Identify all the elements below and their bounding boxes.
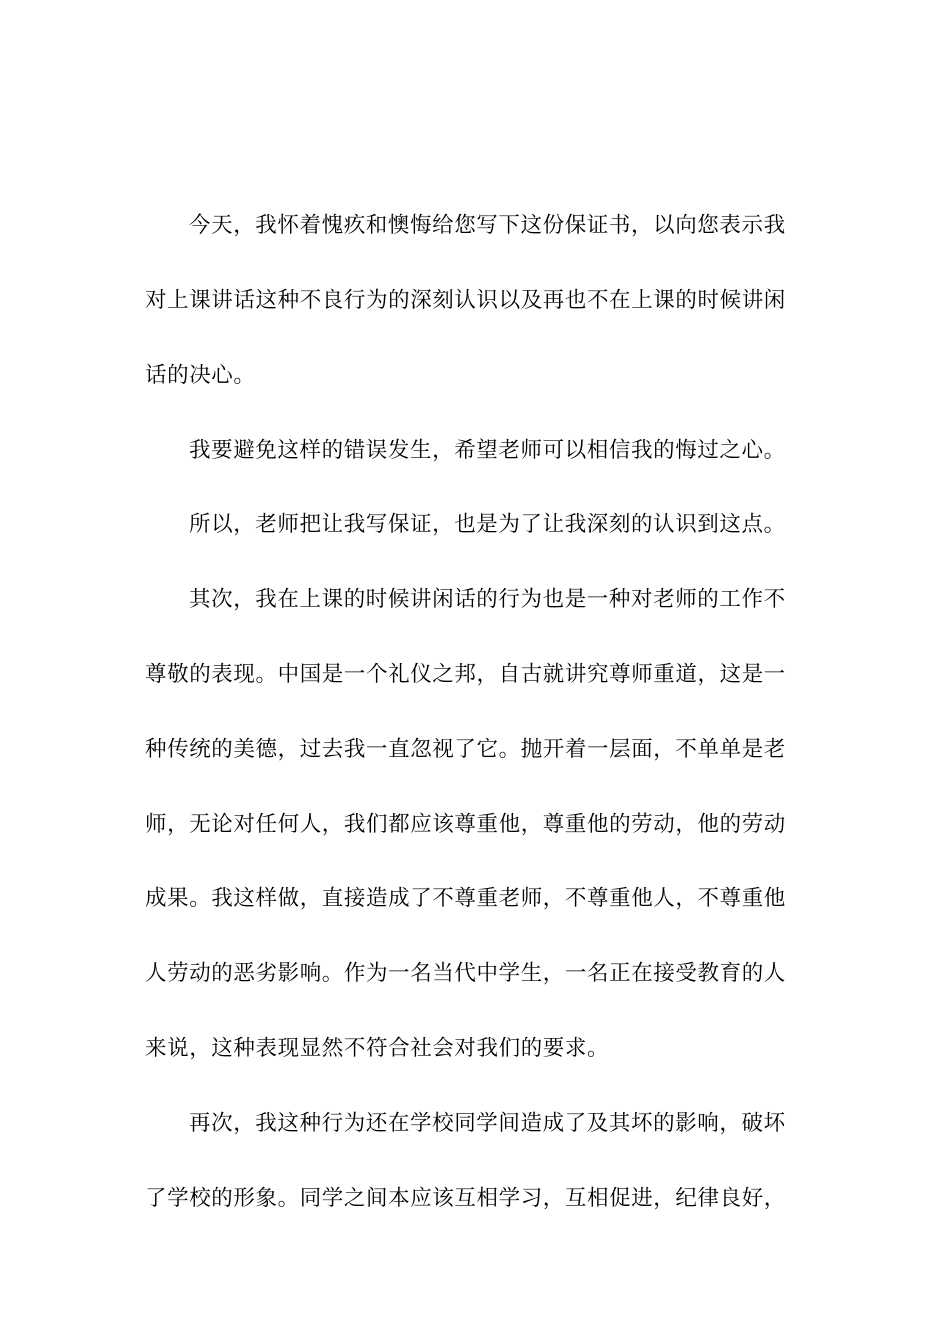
paragraph-4-line-7: 来说，这种表现显然不符合社会对我们的要求。 bbox=[145, 1036, 610, 1061]
paragraph-4-line-2: 尊敬的表现。中国是一个礼仪之邦，自古就讲究尊师重道，这是一 bbox=[145, 662, 786, 687]
paragraph-1-line-3: 话的决心。 bbox=[145, 363, 256, 388]
paragraph-2-line-1: 我要避免这样的错误发生，希望老师可以相信我的悔过之心。 bbox=[189, 438, 786, 463]
paragraph-5-line-2: 了学校的形象。同学之间本应该互相学习，互相促进，纪律良好， bbox=[145, 1186, 786, 1211]
paragraph-4-line-5: 成果。我这样做，直接造成了不尊重老师，不尊重他人，不尊重他 bbox=[145, 886, 786, 911]
paragraph-4-line-4: 师，无论对任何人，我们都应该尊重他，尊重他的劳动，他的劳动 bbox=[145, 812, 786, 837]
paragraph-3-line-1: 所以，老师把让我写保证，也是为了让我深刻的认识到这点。 bbox=[189, 512, 786, 537]
paragraph-4-line-3: 种传统的美德，过去我一直忽视了它。抛开着一层面，不单单是老 bbox=[145, 737, 786, 762]
paragraph-1-line-2: 对上课讲话这种不良行为的深刻认识以及再也不在上课的时候讲闲 bbox=[145, 288, 786, 313]
paragraph-4-line-1: 其次，我在上课的时候讲闲话的行为也是一种对老师的工作不 bbox=[189, 587, 786, 612]
paragraph-1-line-1: 今天，我怀着愧疚和懊悔给您写下这份保证书，以向您表示我 bbox=[189, 213, 786, 238]
paragraph-5-line-1: 再次，我这种行为还在学校同学间造成了及其坏的影响，破坏 bbox=[189, 1111, 786, 1136]
paragraph-4-line-6: 人劳动的恶劣影响。作为一名当代中学生，一名正在接受教育的人 bbox=[145, 961, 786, 986]
